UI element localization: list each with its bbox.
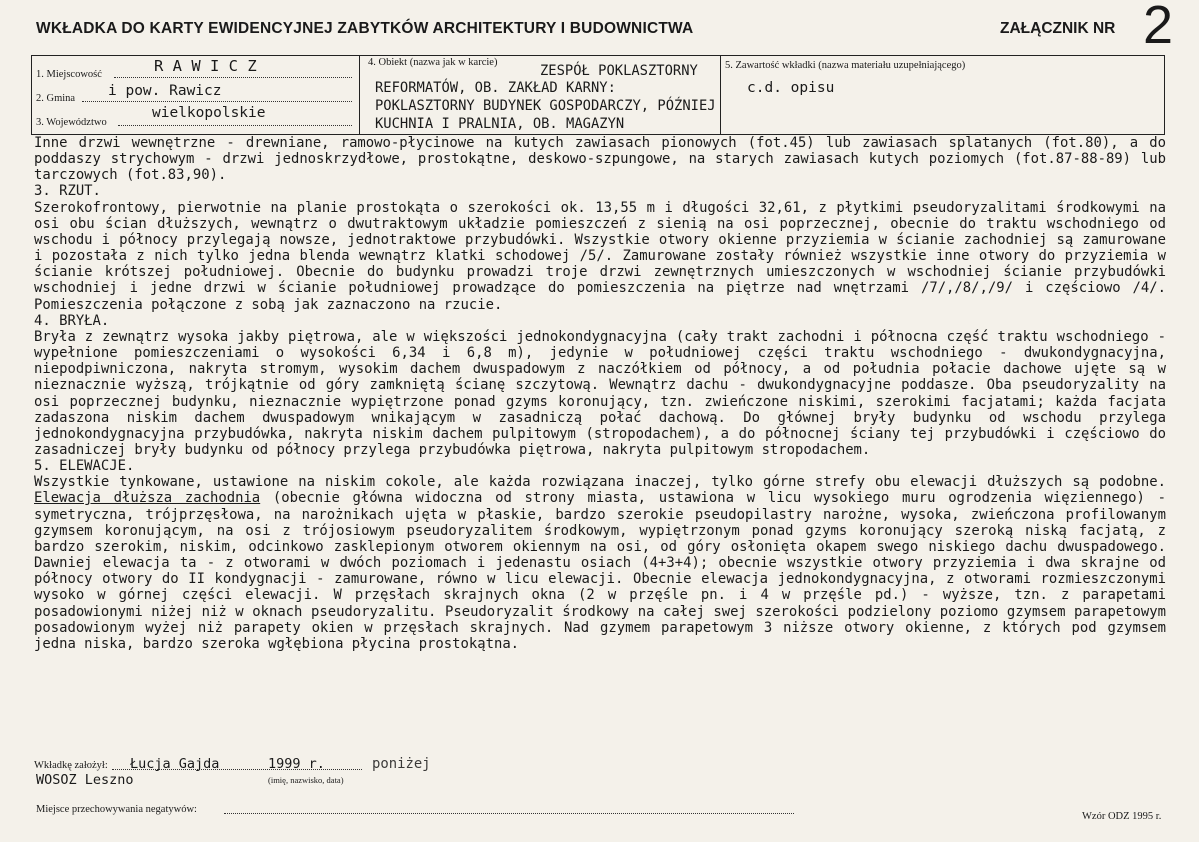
signature-hint: (imię, nazwisko, data) [268,775,344,785]
box-divider [359,56,360,134]
dotted-line [82,101,352,102]
annex-label: ZAŁĄCZNIK NR [1000,20,1116,37]
negatives-label: Miejsce przechowywania negatywów: [36,804,197,815]
obiekt-label: 4. Obiekt (nazwa jak w karcie) [368,57,498,68]
zawartosc-value: c.d. opisu [747,80,835,96]
zawartosc-label: 5. Zawartość wkładki (nazwa materiału uzupełniającego) [725,60,966,71]
gmina-label: 2. Gmina [36,93,76,104]
miejscowosc-value: R A W I C Z [154,57,257,75]
dotted-line [114,77,352,78]
wojewodztwo-value: wielkopolskie [152,105,266,121]
dotted-line [224,813,794,814]
miejscowosc-label: 1. Miejscowość [36,69,102,80]
signature-date: 1999 r. [268,756,325,772]
wojewodztwo-label: 3. Województwo [36,117,107,128]
signature-author: Łucja Gajda [130,756,220,772]
annex-number: 2 [1143,0,1174,55]
gmina-value: i pow. Rawicz [108,83,222,99]
form-header-box [31,55,1165,135]
dotted-line [118,125,352,126]
obiekt-line-1: ZESPÓŁ POKLASZTORNY [540,63,698,79]
overlapping-text: poniżej [372,756,431,772]
underlined-heading: Elewacja dłuższa zachodnia [34,490,261,507]
signature-office: WOSOZ Leszno [36,772,134,788]
obiekt-line-3: POKLASZTORNY BUDYNEK GOSPODARCZY, PÓŹNIEJ [375,98,716,114]
header-title: WKŁADKA DO KARTY EWIDENCYJNEJ ZABYTKÓW ARCHITEKTURY I BUDOWNICTWA [36,20,694,37]
description-text [34,135,1166,652]
obiekt-line-4: KUCHNIA I PRALNIA, OB. MAGAZYN [375,116,625,132]
description-part-2: (obecnie główna widoczna od strony miasta, ustawiona w licu wysokiego muru ogrodzenia więziennego) - symetryczna, trójprzęsłowa, na narożnikach ujęta w płaskie, bardzo szerokie pseudopilastry narożne, wysoka, zwieńczona profilowanym gzymsem koronującym, na osi z trójosiowym pseudoryzalitem środkowym, wypiętrzonym ponad gzyms koronujący szeroką niską facjatą, z bardzo szerokim, niskim, odcinkowo zasklepionym otworem okiennym na osi, od góry osłonięta okapem swego niskiego dachu dwuspadowego. Dawniej elewacja ta - z otworami w dwóch poziomach i jedenastu osiach (4+3+4); obecnie wszystkie otwory przyziemia i dwa skrajne od północy otwory do II kondygnacji - zamurowane, równo w licu elewacji. Obecnie elewacja jednokondygnacyjna, z otworami rozmieszczonymi wysoko w górnej części elewacji. W przęsłach skrajnych okna (2 w przęśle pn. i 4 w przęśle pd.) - wyższe, tzn. z parapetami posadowionymi niżej niż w oknach pseudoryzalitu. Pseudoryzalit środkowy na całej swej szerokości podzielony poziomo gzymsem parapetowym posadowionym wyżej niż parapety okien w przęsłach skrajnych. Nad gzymem parapetowym 3 niższe otwory okienne, z których pod gzymsem jedna niska, bardzo szeroka wgłębiona płycina prostokątna. [34,490,1167,652]
obiekt-line-2: REFORMATÓW, OB. ZAKŁAD KARNY: [375,80,616,96]
box-divider [720,56,721,134]
form-id: Wzór ODZ 1995 r. [1082,811,1162,822]
signature-label: Wkładkę założył: [34,760,108,771]
description-part-1: Inne drzwi wewnętrzne - drewniane, ramowo-płycinowe na kutych zawiasach pionowych (fot.45) lub zawiasach splatanych (fot.80), a do poddaszy strychowym - drzwi jednoskrzydłowe, prostokątne, deskowo-szpungowe, na starych zawiasach kutych poziomych (fot.87-88-89) lub tarczowych (fot.83,90). 3. RZUT. Szerokofrontowy, pierwotnie na planie prostokąta o szerokości ok. 13,55 m i długości 32,61, z płytkimi pseudoryzalitami środkowymi na osi obu ścian dłuższych, wewnątrz o dwutraktowym układzie pomieszczeń z sienią na osi poprzecznej, obecnie do traktu wschodniego od wschodu i północy przylegają nowsze, jednotraktowe przybudówki. Wszystkie otwory okienne przyziemia w ścianie zachodniej są zamurowane i pozostała z nich tylko jedna blenda wewnątrz klatki schodowej /5/. Zamurowane zostały również wszystkie inne otwory do przyziemia w ścianie krótszej południowej. Obecnie do budynku prowadzi troje drzwi zewnętrznych umieszczonych w wschodniej ścianie przybudówki wschodniej i jedne drzwi w ścianie południowej prowadzące do pomieszczenia na piętrze nad wnętrzami /7/,/8/,/9/ i częściowo /4/. Pomieszczenia połączone z sobą jak zaznaczono na rzucie. 4. BRYŁA. Bryła z zewnątrz wysoka jakby piętrowa, ale w większości jednokondygnacyjna (cały trakt zachodni i północna część traktu wschodniego - wypełnione pomieszczeniami o wysokości 6,34 i 6,8 m), jedynie w południowej części traktu wschodniego - dwukondygnacyjna, niepodpiwniczona, nakryta stromym, wysokim dachem dwuspadowym z naczółkiem od północy, a od południa połacie dachowe ujęte są w nieznacznie wyższą, trójkątnie od góry zamkniętą ścianę szczytową. Wewnątrz dachu - dwukondygnacyjne poddasze. Oba pseudoryzality na osi poprzecznej budynku, nieznacznie wypiętrzone ponad gzyms koronujący, tzn. zwieńczone niskimi, szerokimi facjatami; każda facjata zadaszona niskim dachem dwuspadowym wnikającym w zasadniczą połać dachową. Do głównej bryły budynku od wschodu przylega jednokondygnacyjna przybudówka, nakryta niskim dachem pulpitowym (stropodachem), a do północnej ściany tej przybudówki i częściowo do zasadniczej bryły budynku od północy przylega przybudówka piętrowa, nakryta pulpitowym stropodachem. 5. ELEWACJE. Wszystkie tynkowane, ustawione na niskim cokole, ale każda rozwiązana inaczej, tylko górne strefy obu elewacji dłuższych są podobne. [34,135,1166,491]
